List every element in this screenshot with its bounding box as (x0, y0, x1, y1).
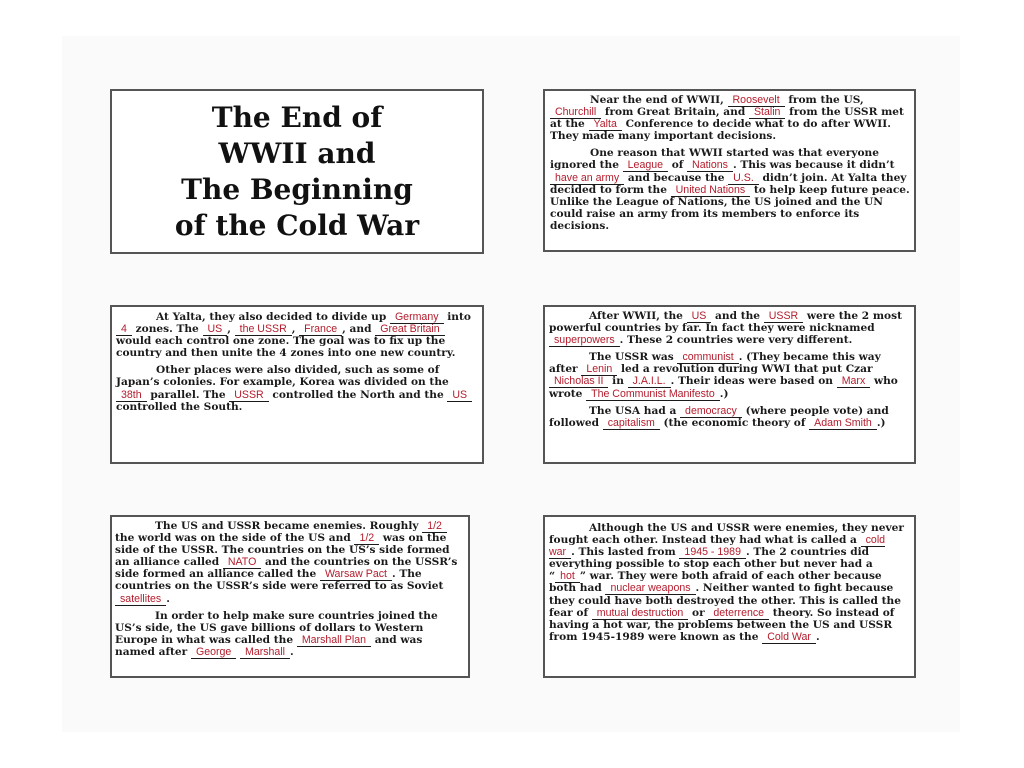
answer-blank: Churchill (550, 106, 601, 119)
text: . (290, 645, 294, 658)
text: the world was on the side of the US and (115, 532, 351, 545)
text: who wrote (549, 375, 898, 400)
paragraph (549, 351, 910, 399)
text: . (166, 592, 170, 605)
text: led a revolution during WWI that put Czar (620, 363, 873, 376)
answer-blank: U.S. (728, 172, 759, 185)
answer-blank: USSR (764, 310, 803, 323)
answer-blank: The Communist Manifesto (586, 388, 720, 401)
answer-blank: have an army (550, 172, 624, 185)
paragraph (115, 610, 464, 658)
text: to help keep future peace. Unlike the League of Nations, the US joined and the UN could raise an army from its members to enforce its decisions. (550, 183, 910, 232)
title-line: The End of (211, 100, 383, 134)
paragraph (549, 522, 912, 643)
answer-blank: nuclear weapons (605, 582, 695, 595)
text: in (612, 375, 624, 388)
text: . (815, 630, 820, 643)
text: didn’t join. At Yalta they decided to form the (550, 171, 907, 196)
text: Although the US and USSR were enemies, they never fought each other. Instead they had what is called a (549, 522, 904, 547)
answer-blank: J.A.I.L. (628, 375, 671, 388)
answer-blank: US (203, 323, 228, 336)
answer-blank: 4 (116, 323, 132, 336)
text: were the 2 most powerful countries by far. In fact they were nicknamed (549, 310, 902, 335)
text: , and (342, 323, 372, 336)
paragraph (549, 310, 910, 346)
answer-blank: democracy (680, 405, 742, 418)
paragraph (550, 94, 910, 142)
answer-blank: deterrence (708, 607, 769, 620)
answer-blank: Nations (687, 159, 733, 172)
title-line: WWII and (218, 136, 376, 170)
text: and was named after (115, 633, 423, 658)
answer-blank: Adam Smith (809, 417, 877, 430)
alliances-panel (110, 515, 470, 678)
text: ” war. They were both afraid of each other because both had (549, 570, 882, 595)
answer-blank: Nicholas II (549, 375, 608, 388)
answer-blank: communist (677, 351, 738, 364)
text: controlled the North and the (272, 388, 444, 401)
text: . This was because it didn’t (732, 159, 895, 172)
text: from the USSR met at the (550, 106, 904, 131)
title-panel (110, 89, 484, 254)
answer-blank: Warsaw Pact (320, 568, 392, 581)
text: Conference to decide what to do after WWII. They made many important decisions. (550, 118, 891, 143)
text: . The countries on the USSR’s side were referred to as Soviet (115, 568, 444, 593)
text: and because the (627, 171, 725, 184)
text: . (They became this way after (549, 351, 881, 376)
text: from the US, (788, 94, 864, 106)
answer-blank: Roosevelt (728, 94, 785, 107)
answer-blank: Great Britain (375, 323, 444, 336)
text: .) (876, 416, 886, 429)
paragraph (116, 311, 478, 359)
answer-blank: satellites (115, 593, 166, 606)
paragraph (116, 364, 478, 412)
answer-blank: US (447, 389, 472, 402)
answer-blank: 1945 - 1989 (679, 546, 746, 559)
text: from Great Britain, and (604, 106, 746, 119)
answer-blank: the USSR (235, 323, 292, 336)
answer-blank: France (299, 323, 342, 336)
answer-blank: Germany (390, 311, 444, 324)
paragraph (549, 405, 910, 429)
text: . These 2 countries were very different. (619, 334, 853, 347)
text: . The 2 countries did everything possible to stop each other but never had a “ (549, 546, 873, 583)
text: (where people vote) and followed (549, 404, 889, 429)
answer-blank: hot (555, 570, 580, 583)
text: parallel. The (150, 388, 226, 401)
text: would each control one zone. The goal was to fix up the country and then unite the 4 zones into one new country. (116, 335, 456, 360)
answer-blank: United Nations (671, 184, 751, 197)
text: One reason that WWII started was that everyone ignored the (550, 147, 879, 172)
answer-blank: capitalism (603, 417, 660, 430)
slide-title (175, 100, 419, 244)
answer-blank: superpowers (549, 334, 620, 347)
text: and the (715, 310, 761, 322)
text: or (692, 606, 705, 619)
answer-blank: Yalta (589, 118, 622, 131)
answer-blank: 38th (116, 389, 147, 402)
text: controlled the South. (116, 400, 243, 413)
yalta-conference-panel (543, 89, 916, 252)
title-line: The Beginning (181, 172, 413, 206)
text: and the countries on the USSR’s side formed an alliance called the (115, 556, 458, 581)
answer-blank: US (687, 310, 712, 323)
text: At Yalta, they also decided to divide up (156, 311, 387, 323)
answer-blank: Cold War (762, 631, 816, 644)
text: , (291, 323, 296, 336)
answer-blank: 1/2 (354, 532, 379, 545)
text: theory. So instead of having a hot war, the problems between the US and USSR from 1945-1989 were known as the (549, 606, 895, 643)
answer-blank: mutual destruction (592, 607, 689, 620)
text: (the economic theory of (663, 416, 806, 429)
answer-blank: Marshall (240, 646, 290, 659)
paragraph (115, 520, 464, 605)
text: zones. The (135, 323, 199, 336)
text: After WWII, the (589, 310, 683, 322)
cold-war-panel (543, 515, 916, 678)
text: . This lasted from (571, 546, 676, 559)
text: The USSR was (589, 351, 674, 364)
text: In order to help make sure countries joined the US’s side, the US gave billions of dollars to Western Europe in what was called the (115, 609, 438, 646)
text: , (227, 323, 231, 336)
text: .) (719, 387, 729, 400)
division-panel (110, 305, 484, 464)
answer-blank: League (623, 159, 668, 172)
paragraph (550, 147, 910, 232)
answer-blank: cold war (549, 534, 886, 559)
superpowers-panel (543, 305, 916, 464)
text: . Neither wanted to fight because they could have both destroyed the other. This is called the fear of (549, 582, 901, 619)
text: into (447, 311, 471, 323)
answer-blank: NATO (223, 556, 261, 569)
text: Other places were also divided, such as some of Japan’s colonies. For example, Korea was divided on the (116, 364, 449, 389)
text: Near the end of WWII, (590, 94, 724, 106)
answer-blank: George (191, 646, 236, 659)
text: The US and USSR became enemies. Roughly (155, 520, 419, 532)
text: The USA had a (589, 404, 677, 417)
answer-blank: Lenin (581, 363, 617, 376)
text: . Their ideas were based on (670, 375, 833, 388)
text: of (671, 159, 684, 172)
answer-blank: Marshall Plan (297, 634, 371, 647)
answer-blank: USSR (229, 389, 268, 402)
title-line: of the Cold War (174, 208, 420, 242)
answer-blank: 1/2 (422, 520, 447, 533)
answer-blank: Stalin (749, 106, 786, 119)
answer-blank: Marx (837, 375, 871, 388)
text: was on the side of the USSR. The countries on the US’s side formed an alliance called (115, 532, 450, 569)
